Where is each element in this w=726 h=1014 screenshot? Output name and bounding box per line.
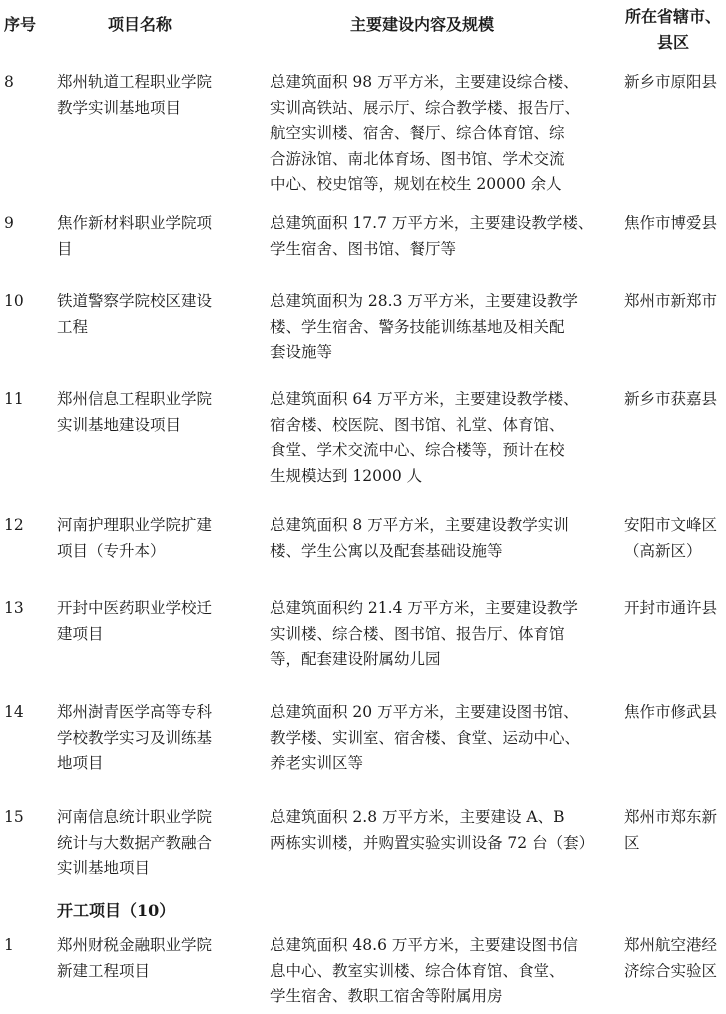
- row-seq: 10: [4, 292, 24, 310]
- row-seq: 14: [4, 703, 24, 721]
- row-content: 总建筑面积 17.7 万平方米，主要建设教学楼、 学生宿舍、图书馆、餐厅等: [270, 214, 594, 258]
- row-project-name: 铁道警察学院校区建设 工程: [57, 292, 213, 336]
- row-seq: 13: [4, 599, 24, 617]
- row-content: 总建筑面积 64 万平方米，主要建设教学楼、 宿舍楼、校医院、图书馆、礼堂、体育馆、 食堂、学术交流中心、综合楼等，预计在校 生规模达到 12000 人: [270, 390, 579, 485]
- row-location: 焦作市修武县: [624, 703, 718, 721]
- row-project-name: 郑州轨道工程职业学院 教学实训基地项目: [57, 73, 213, 117]
- row-content: 总建筑面积为 28.3 万平方米，主要建设教学 楼、学生宿舍、警务技能训练基地及相关配 套设施等: [270, 292, 578, 362]
- row-location: 开封市通许县: [624, 599, 718, 617]
- header-seq: 序号: [4, 15, 37, 34]
- row-project-name: 开封中医药职业学校迁 建项目: [57, 599, 213, 643]
- row-content: 总建筑面积 48.6 万平方米，主要建设图书信 息中心、教室实训楼、综合体育馆、食堂、 学生宿舍、教职工宿舍等附属用房: [270, 936, 578, 1006]
- row-location: 郑州市新郑市: [624, 292, 718, 310]
- header-content: 主要建设内容及规模: [350, 15, 495, 34]
- row-content: 总建筑面积 2.8 万平方米，主要建设 A、B 两栋实训楼，并购置实验实训设备 72 台（套）: [270, 808, 595, 852]
- row-content: 总建筑面积 98 万平方米，主要建设综合楼、 实训高铁站、展示厅、综合教学楼、报告厅、 航空实训楼、宿舍、餐厅、综合体育馆、综 合游泳馆、南北体育场、图书馆、学术交流 中心、校史馆等，规划在校生 20000 余人: [270, 73, 581, 194]
- row-content: 总建筑面积 20 万平方米，主要建设图书馆、 教学楼、实训室、宿舍楼、食堂、运动中心、 养老实训区等: [270, 703, 581, 773]
- row-project-name: 焦作新材料职业学院项 目: [57, 214, 213, 258]
- header-project-name: 项目名称: [108, 15, 173, 34]
- row-seq: 11: [4, 390, 24, 408]
- row-project-name: 河南信息统计职业学院 统计与大数据产教融合 实训基地项目: [57, 808, 213, 878]
- section-heading: 开工项目（10）: [57, 901, 176, 920]
- row-seq: 15: [4, 808, 24, 826]
- row-location: 安阳市文峰区 （高新区）: [624, 516, 718, 560]
- header-location: 所在省辖市、 县区: [624, 7, 721, 52]
- row-seq: 9: [4, 214, 14, 232]
- row-seq: 8: [4, 73, 14, 91]
- row-project-name: 郑州澍青医学高等专科 学校教学实习及训练基 地项目: [57, 703, 213, 773]
- row-location: 焦作市博爱县: [624, 214, 718, 232]
- row-project-name: 郑州信息工程职业学院 实训基地建设项目: [57, 390, 213, 434]
- row-project-name: 郑州财税金融职业学院 新建工程项目: [57, 936, 213, 980]
- row-seq: 12: [4, 516, 24, 534]
- row-content: 总建筑面积 8 万平方米，主要建设教学实训 楼、学生公寓以及配套基础设施等: [270, 516, 569, 560]
- row-seq: 1: [4, 936, 14, 954]
- row-location: 新乡市原阳县: [624, 73, 718, 91]
- row-location: 郑州市郑东新 区: [624, 808, 718, 852]
- row-project-name: 河南护理职业学院扩建 项目（专升本）: [57, 516, 213, 560]
- row-content: 总建筑面积约 21.4 万平方米，主要建设教学 实训楼、综合楼、图书馆、报告厅、体育馆 等，配套建设附属幼儿园: [270, 599, 578, 669]
- row-location: 新乡市获嘉县: [624, 390, 718, 408]
- row-location: 郑州航空港经 济综合实验区: [624, 936, 718, 980]
